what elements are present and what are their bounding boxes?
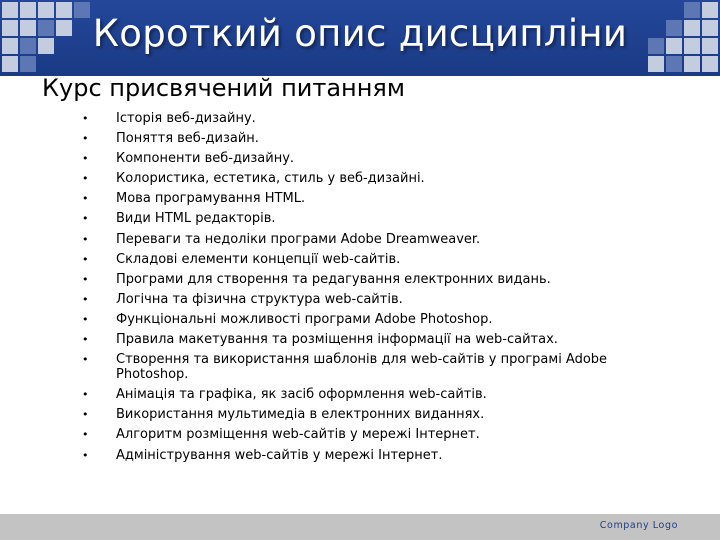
list-item-text: Складові елементи концепції web-сайтів. xyxy=(116,251,401,267)
bullet-icon: • xyxy=(82,388,89,402)
list-item-text: Види HTML редакторів. xyxy=(116,211,276,227)
list-item xyxy=(82,272,682,287)
list-item xyxy=(82,211,682,226)
list-item-text: Поняття веб-дизайн. xyxy=(116,131,259,147)
list-item-text: Функціональні можливості програми Adobe Photoshop. xyxy=(116,311,493,327)
list-item xyxy=(82,312,682,327)
list-item xyxy=(82,407,682,422)
list-item-text: Програми для створення та редагування електронних видань. xyxy=(116,271,551,287)
list-item xyxy=(82,131,682,146)
bullet-icon: • xyxy=(82,232,89,246)
list-item xyxy=(82,292,682,307)
list-item-text: Анімація та графіка, як засіб оформлення web-сайтів. xyxy=(116,387,487,403)
bullet-icon: • xyxy=(82,408,89,422)
list-item xyxy=(82,111,682,126)
list-item-text: Правила макетування та розміщення інформації на web-сайтах. xyxy=(116,332,558,348)
bullet-icon: • xyxy=(82,353,89,367)
list-item-text: Логічна та фізична структура web-сайтів. xyxy=(116,291,403,307)
bullet-icon: • xyxy=(82,333,89,347)
bullet-icon: • xyxy=(82,212,89,226)
list-item-text: Мова програмування HTML. xyxy=(116,191,306,207)
bullet-icon: • xyxy=(82,172,89,186)
list-item xyxy=(82,232,682,247)
list-item xyxy=(82,387,682,402)
bullet-icon: • xyxy=(82,428,89,442)
company-logo-text: Company Logo xyxy=(599,520,678,531)
topic-list xyxy=(82,111,682,468)
bullet-icon: • xyxy=(82,132,89,146)
list-item xyxy=(82,191,682,206)
list-item xyxy=(82,171,682,186)
bullet-icon: • xyxy=(82,272,89,286)
list-item-text: Колористика, естетика, стиль у веб-дизайні. xyxy=(116,171,425,187)
footer-bar xyxy=(0,514,720,540)
list-item xyxy=(82,332,682,347)
title-bar xyxy=(0,0,720,76)
list-item xyxy=(82,151,682,166)
list-item xyxy=(82,448,682,463)
slide-title: Короткий опис дисципліни xyxy=(92,12,628,55)
slide-subtitle: Курс присвячений питанням xyxy=(42,74,405,102)
bullet-icon: • xyxy=(82,312,89,326)
bullet-icon: • xyxy=(82,448,89,462)
list-item-text: Переваги та недоліки програми Adobe Dreamweaver. xyxy=(116,231,481,247)
bullet-icon: • xyxy=(82,112,89,125)
list-item-text: Створення та використання шаблонів для web-сайтів у програмі Adobe Photoshop. xyxy=(116,352,608,383)
list-item-text: Компоненти веб-дизайну. xyxy=(116,151,295,167)
list-item-text: Адміністрування web-сайтів у мережі Інтернет. xyxy=(116,447,443,463)
bullet-icon: • xyxy=(82,252,89,266)
bullet-icon: • xyxy=(82,192,89,206)
list-item-text: Використання мультимедіа в електронних виданнях. xyxy=(116,407,485,423)
list-item xyxy=(82,252,682,267)
bullet-icon: • xyxy=(82,152,89,166)
list-item-text: Історія веб-дизайну. xyxy=(116,111,256,126)
list-item-text: Алгоритм розміщення web-сайтів у мережі Інтернет. xyxy=(116,427,480,443)
list-item xyxy=(82,427,682,442)
bullet-icon: • xyxy=(82,292,89,306)
list-item xyxy=(82,352,682,382)
